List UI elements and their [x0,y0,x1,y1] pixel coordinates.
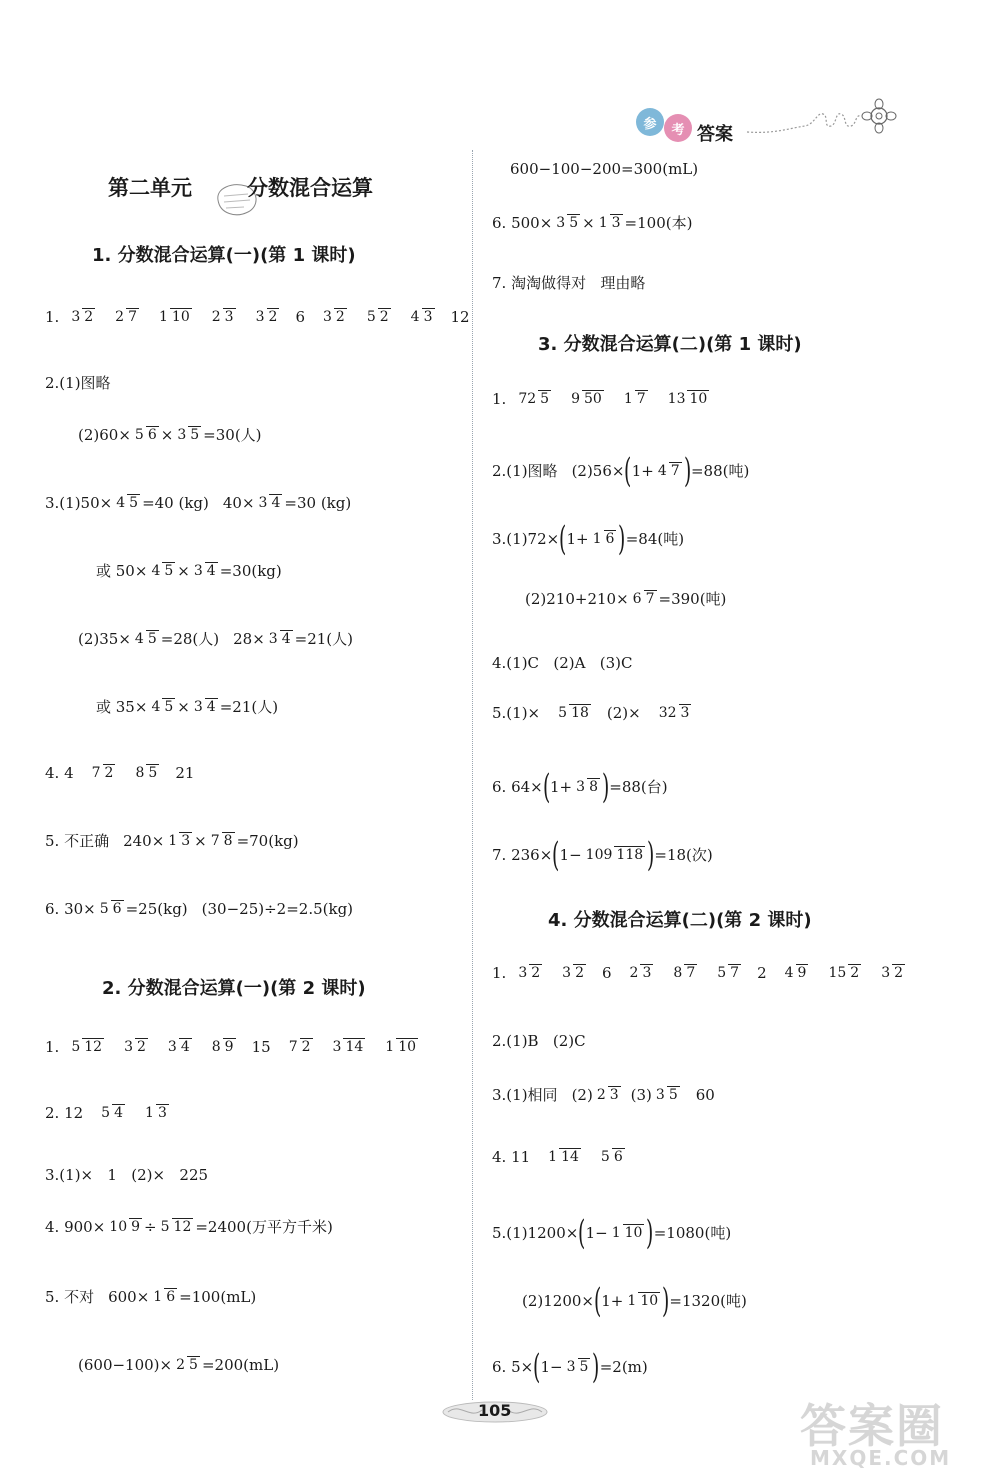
answer-1-6 [45,902,353,917]
fraction: 1 6 [153,1289,176,1306]
text-segment: 6 [295,308,305,326]
text-segment: ) [683,451,691,491]
text-segment: 12 [450,308,470,326]
text-segment: 2 [757,964,767,982]
fraction: 109 118 [585,846,644,863]
text-segment: 1. [492,964,507,982]
text-segment: =100(mL) [179,1288,257,1306]
fraction: 1 3 [168,833,191,850]
header-label: 答案 [697,124,733,145]
text-segment: 6. 500× [492,214,553,232]
fraction: 5 12 [71,1039,103,1056]
fraction: 72 5 [518,391,550,408]
text-segment: 1− [559,845,582,864]
fraction: 3 2 [255,309,278,326]
fraction: 2 3 [211,309,234,326]
fraction: 3 4 [268,631,291,648]
text-segment: =100(本) [624,214,693,232]
fraction: 5 18 [558,705,589,722]
section-title-2: 2. 分数混合运算(一)(第 2 课时) [102,978,366,999]
text-segment: =88(台) [609,777,668,796]
text-segment: =70(kg) [236,832,299,850]
text-segment: 1. [492,390,507,408]
text-segment: (2)1200× [522,1291,594,1310]
section-title-1: 1. 分数混合运算(一)(第 1 课时) [92,245,356,266]
text-segment: =30(kg) [219,562,282,580]
answer-4-6 [492,1347,648,1387]
header-swirl-icon [745,98,900,138]
answer-3-6 [492,767,668,807]
text-segment: 7. 淘淘做得对 理由略 [492,274,646,292]
text-segment: 60 [695,1086,715,1104]
answer-4-2 [492,1034,586,1049]
text-segment: 1− [585,1223,608,1242]
answer-1-4 [45,766,194,781]
fraction: 3 4 [258,495,281,512]
text-segment: 600× [108,1288,150,1306]
answer-3-5 [492,706,693,721]
text-segment: 3.(1)72× [492,529,560,548]
text-segment: 2.(1)图略 [492,461,558,480]
unit-title: 第二单元 [108,176,192,200]
text-segment: =25(kg) [125,900,188,918]
text-segment: 240× [123,832,165,850]
text-segment: 或 50× [96,562,148,580]
fraction: 1 3 [598,215,621,232]
text-segment: 2.(1)B (2)C [492,1032,586,1050]
fraction: 5 2 [366,309,389,326]
text-segment: 28× [233,630,265,648]
text-segment: ) [592,1347,600,1387]
fraction: 4 5 [151,563,174,580]
text-segment: (2)35× [78,630,131,648]
answer-3-7 [492,835,713,875]
text-segment: 5. 不对 [45,1288,95,1306]
fraction: 3 8 [576,778,598,795]
answer-4-5-1 [492,1213,732,1253]
fraction: 8 7 [673,965,696,982]
text-segment: ( [533,1347,541,1387]
text-segment: ) [647,835,655,875]
text-segment: 或 35× [96,698,148,716]
text-segment: =30 (kg) [284,494,352,512]
text-segment: 1+ [550,777,573,796]
text-segment: 5.(1)1200× [492,1223,579,1242]
answer-3-3-2 [525,592,726,607]
answer-2-1 [45,1040,420,1055]
answer-1-3-4 [96,700,278,715]
page-number: 105 [478,1401,512,1420]
answer-2-4 [45,1220,333,1235]
text-segment: 3.(1)相同 [492,1086,558,1104]
text-segment: 6. 5× [492,1357,534,1376]
fraction: 1 10 [611,1224,643,1241]
text-segment: 600−100−200=300(mL) [510,160,699,178]
text-segment: (2)× [606,704,641,722]
fraction: 3 4 [167,1039,190,1056]
text-segment: =30(人) [203,426,262,444]
answer-2-2 [45,1106,171,1121]
fraction: 2 7 [115,309,137,326]
answer-1-3-3 [78,632,353,647]
text-segment: 1+ [601,1291,624,1310]
fraction: 3 2 [562,965,584,982]
text-segment: =390(吨) [658,590,727,608]
fraction: 1 10 [159,309,190,326]
text-segment: 1− [540,1357,563,1376]
fraction: 15 2 [828,965,860,982]
fraction: 3 2 [881,965,904,982]
text-segment: 7. 236× [492,845,553,864]
watermark-logo: 答案圈 [800,1399,944,1453]
text-segment: =1320(吨) [669,1291,747,1310]
fraction: 3 2 [518,965,541,982]
fraction: 1 7 [623,391,646,408]
fraction: 3 5 [566,1358,589,1375]
text-segment: 15 [251,1038,271,1056]
text-segment: × [177,562,190,580]
answer-1-2-1 [45,376,111,391]
fraction: 8 5 [135,765,158,782]
text-segment: ( [578,1213,586,1253]
text-segment: =200(mL) [201,1356,280,1374]
text-segment: =88(吨) [690,461,750,480]
text-segment: 6. 30× [45,900,96,918]
text-segment: (2) [571,1086,593,1104]
text-segment: 4. 900× [45,1218,106,1236]
text-segment: (2)60× [78,426,131,444]
text-segment: =21(人) [219,698,279,716]
fraction: 1 10 [627,1292,659,1309]
text-segment: ÷ [144,1218,157,1236]
fraction: 1 6 [592,530,615,547]
fraction: 4 5 [134,631,157,648]
fraction: 7 2 [91,765,114,782]
text-segment: =2(m) [599,1357,648,1376]
text-segment: 2. 12 [45,1104,84,1122]
text-segment: ( [624,451,632,491]
text-segment: ) [646,1213,654,1253]
fraction: 32 3 [658,705,690,722]
text-segment: (2)210+210× [525,590,629,608]
section-title-4: 4. 分数混合运算(二)(第 2 课时) [548,910,812,931]
text-segment: 1+ [631,461,654,480]
answer-2-6 [492,216,692,231]
answer-3-2 [492,451,750,491]
text-segment: (600−100)× [78,1356,173,1374]
fraction: 3 4 [193,563,216,580]
fraction: 3 2 [71,309,94,326]
fraction: 6 7 [632,591,655,608]
column-divider [472,150,473,1400]
text-segment: 3.(1)50× [45,494,113,512]
fraction: 4 3 [410,309,433,326]
text-segment: (2)56× [571,461,625,480]
fraction: 8 9 [211,1039,234,1056]
text-segment: 5. 不正确 [45,832,110,850]
fraction: 3 5 [556,215,579,232]
text-segment: ( [559,519,567,559]
text-segment: 6 [602,964,612,982]
answer-2-3 [45,1168,208,1183]
text-segment: ) [618,519,626,559]
fraction: 2 3 [629,965,652,982]
fraction: 3 5 [177,427,200,444]
fraction: 5 7 [717,965,740,982]
fraction: 4 7 [657,462,680,479]
fraction: 5 12 [160,1219,192,1236]
text-segment: 4. 11 [492,1148,531,1166]
text-segment: ( [542,767,551,807]
answer-4-4 [492,1150,627,1165]
answer-3-4 [492,656,632,671]
answer-3-1 [492,392,711,407]
answer-1-3-2 [96,564,282,579]
fraction: 5 6 [600,1149,623,1166]
text-segment: ( [552,835,560,875]
section-title-3: 3. 分数混合运算(二)(第 1 课时) [538,334,802,355]
fraction: 7 8 [210,833,233,850]
text-segment: 1+ [566,529,589,548]
answer-1-3-1 [45,496,351,511]
fraction: 4 5 [116,495,139,512]
fraction: 10 9 [109,1219,141,1236]
fraction: 13 10 [667,391,708,408]
watermark-url: MXQE.COM [810,1446,952,1470]
text-segment: 1. [45,308,60,326]
text-segment: ) [662,1281,670,1321]
answer-1-5 [45,834,299,849]
text-segment: 4.(1)C (2)A (3)C [492,654,633,672]
text-segment: 40× [222,494,255,512]
fraction: 4 9 [784,965,807,982]
answer-1-2-2 [78,428,262,443]
text-segment: (3) [630,1086,652,1104]
fraction: 1 14 [548,1149,579,1166]
fraction: 9 50 [571,391,602,408]
text-segment: =1080(吨) [653,1223,732,1242]
text-segment: =21(人) [294,630,353,648]
answer-4-1 [492,966,907,981]
fraction: 3 14 [332,1039,364,1056]
text-segment: × [177,698,190,716]
text-segment: × [582,214,595,232]
header-badge-can: 参 [636,108,664,136]
text-segment: ) [601,767,610,807]
answer-2-5 [45,1290,256,1305]
header-badge-kao: 考 [664,114,692,142]
text-segment: 3.(1)× 1 (2)× 225 [45,1166,209,1184]
text-segment: 4. 4 [45,764,74,782]
fraction: 4 5 [151,699,174,716]
text-segment: 5.(1)× [492,704,541,722]
text-segment: =18(次) [654,845,713,864]
fraction: 5 6 [134,427,157,444]
fraction: 3 5 [655,1087,678,1104]
text-segment: (30−25)÷2=2.5(kg) [201,900,354,918]
text-segment: =40 (kg) [142,494,209,512]
fraction: 7 2 [288,1039,311,1056]
fraction: 3 2 [322,309,345,326]
fraction: 5 6 [99,901,122,918]
answer-2-7 [492,276,645,291]
answer-1-1 [45,310,470,325]
answer-2-5-2 [78,1358,279,1373]
fraction: 3 4 [193,699,216,716]
text-segment: 6. 64× [492,777,543,796]
text-segment: =2400(万平方千米) [195,1218,333,1236]
fraction: 1 10 [385,1039,417,1056]
fraction: 2 5 [176,1357,198,1374]
answer-4-5-2 [522,1281,747,1321]
fraction: 3 2 [124,1039,146,1056]
unit-subtitle: 分数混合运算 [247,176,373,200]
fraction: 1 3 [145,1105,167,1122]
text-segment: 1. [45,1038,60,1056]
text-segment: =28(人) [160,630,220,648]
text-segment: =84(吨) [625,529,685,548]
text-segment: 21 [175,764,195,782]
text-segment: × [194,832,207,850]
text-segment: × [160,426,174,444]
fraction: 5 4 [101,1105,124,1122]
answer-2-5-3 [510,162,698,177]
text-segment: ( [593,1281,602,1321]
answer-3-3-1 [492,519,685,559]
fraction: 2 3 [596,1087,619,1104]
text-segment: 2.(1)图略 [45,374,111,392]
answer-4-3 [492,1088,715,1103]
